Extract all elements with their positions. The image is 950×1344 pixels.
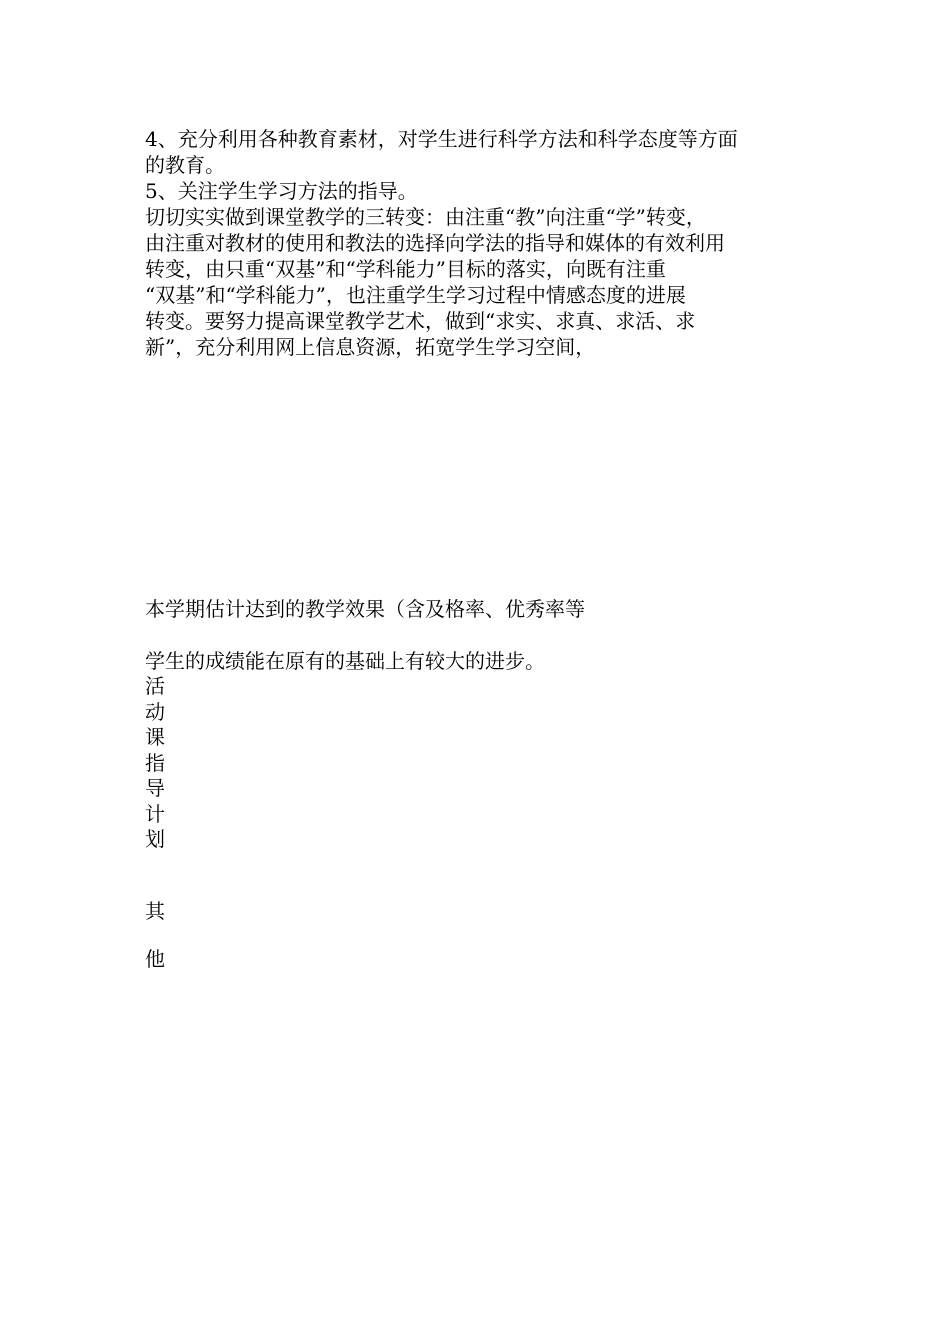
vertical-label-char: 他 <box>145 947 165 971</box>
vertical-label-char: 动 <box>145 699 165 724</box>
vertical-label-char: 课 <box>145 725 165 749</box>
vertical-label-char: 导 <box>145 776 165 800</box>
teaching-methods-section <box>145 126 825 360</box>
activity-plan-label <box>145 674 825 853</box>
text-line: “双基”和“学科能力”，也注重学生学习过程中情感态度的进展 <box>145 283 686 307</box>
teaching-effect-content <box>145 648 825 674</box>
teaching-effect-heading <box>145 596 825 622</box>
text-line: 的教育。 <box>145 153 225 177</box>
other-label-char-1 <box>145 898 825 924</box>
vertical-label-char: 活 <box>145 674 165 698</box>
vertical-label-char: 计 <box>145 801 165 826</box>
vertical-label-char: 划 <box>145 827 165 851</box>
text-line: 4、充分利用各种教育素材，对学生进行科学方法和科学态度等方面 <box>145 127 738 151</box>
text-line: 转变，由只重“双基”和“学科能力”目标的落实，向既有注重 <box>145 257 666 281</box>
section-content: 学生的成绩能在原有的基础上有较大的进步。 <box>145 649 545 673</box>
vertical-label-char: 指 <box>145 750 165 775</box>
text-line: 转变。要努力提高课堂教学艺术，做到“求实、求真、求活、求 <box>145 309 696 333</box>
vertical-label-char: 其 <box>145 899 165 923</box>
text-line: 由注重对教材的使用和教法的选择向学法的指导和媒体的有效利用 <box>145 231 725 255</box>
section-heading: 本学期估计达到的教学效果（含及格率、优秀率等 <box>145 597 585 621</box>
other-label-char-2 <box>145 946 825 972</box>
text-line: 5、关注学生学习方法的指导。 <box>145 179 418 203</box>
text-line: 切切实实做到课堂教学的三转变：由注重“教”向注重“学”转变， <box>145 205 706 229</box>
text-line: 新”，充分利用网上信息资源，拓宽学生学习空间， <box>145 335 596 359</box>
